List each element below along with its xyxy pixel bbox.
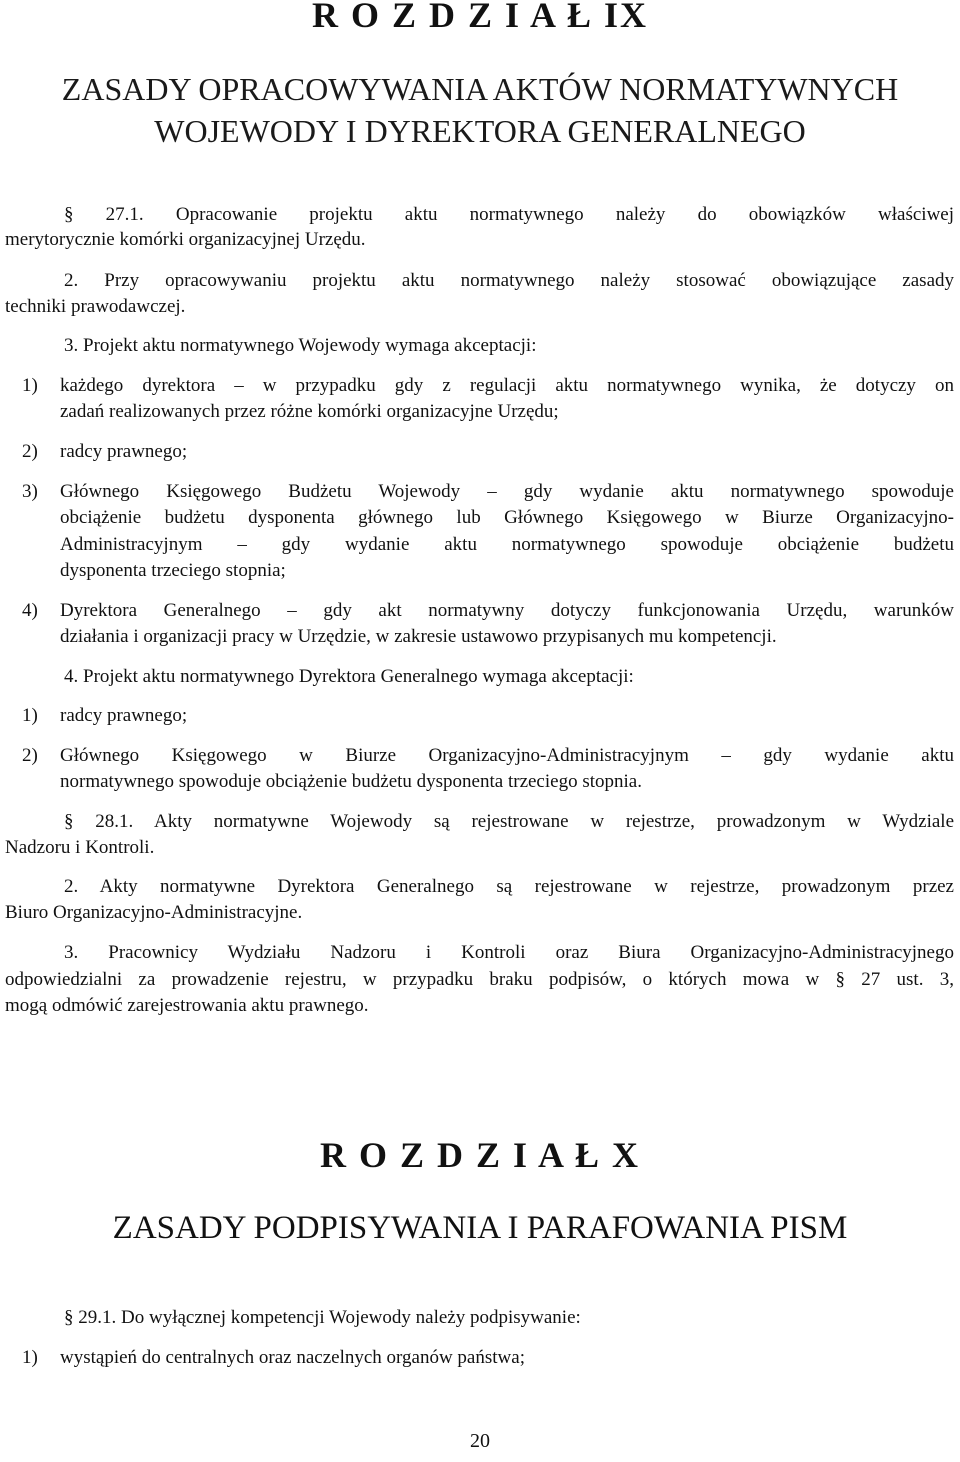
s27-p3-item3-line4: dysponenta trzeciego stopnia; [60,560,286,581]
s27-p1-line1: § 27.1. Opracowanie projektu aktu normatywnego należy do obowiązków właściwej [64,204,954,225]
s29-item1-number: 1) [22,1347,38,1368]
s28-p1-line2: Nadzoru i Kontroli. [5,837,155,858]
s27-p3-item1-line1: każdego dyrektora – w przypadku gdy z regulacji aktu normatywnego wynika, że dotyczy on [60,375,954,396]
s28-p3-line2: odpowiedzialni za prowadzenie rejestru, w przypadku braku podpisów, o których mowa w § 27 ust. 3, [5,969,954,990]
s28-p1-line1: § 28.1. Akty normatywne Wojewody są rejestrowane w rejestrze, prowadzonym w Wydziale [64,811,954,832]
page-number: 20 [470,1430,490,1452]
s28-p2-line1: 2. Akty normatywne Dyrektora Generalnego są rejestrowane w rejestrze, prowadzonym przez [64,876,954,897]
chapter-10-title: R O Z D Z I A Ł X [319,1135,641,1175]
s27-p3-item2-number: 2) [22,441,38,462]
s27-p3-item1-number: 1) [22,375,38,396]
chapter-9-heading-line1: ZASADY OPRACOWYWANIA AKTÓW NORMATYWNYCH [61,71,899,107]
s27-p3-intro: 3. Projekt aktu normatywnego Wojewody wymaga akceptacji: [64,335,537,356]
s27-p3-item1-line2: zadań realizowanych przez różne komórki organizacyjne Urzędu; [60,401,559,422]
s27-p4-intro: 4. Projekt aktu normatywnego Dyrektora Generalnego wymaga akceptacji: [64,666,634,687]
s29-item1-line1: wystąpień do centralnych oraz naczelnych organów państwa; [60,1347,525,1368]
s29-p1-line1: § 29.1. Do wyłącznej kompetencji Wojewody należy podpisywanie: [64,1307,581,1328]
s27-p4-item1-number: 1) [22,705,38,726]
s27-p4-item2-line1: Głównego Księgowego w Biurze Organizacyjno-Administracyjnym – gdy wydanie aktu [60,745,954,766]
s27-p4-item2-line2: normatywnego spowoduje obciążenie budżetu dysponenta trzeciego stopnia. [60,771,642,792]
chapter-9-title: R O Z D Z I A Ł IX [311,0,649,35]
s28-p3-line1: 3. Pracownicy Wydziału Nadzoru i Kontroli oraz Biura Organizacyjno-Administracyjnego [64,942,954,963]
s27-p3-item4-line1: Dyrektora Generalnego – gdy akt normatywny dotyczy funkcjonowania Urzędu, warunków [60,600,954,621]
s27-p3-item4-line2: działania i organizacji pracy w Urzędzie, w zakresie ustawowo przypisanych mu kompetencji. [60,626,777,647]
s27-p4-item2-number: 2) [22,745,38,766]
s28-p3-line3: mogą odmówić zarejestrowania aktu prawnego. [5,995,369,1016]
s27-p3-item3-line2: obciążenie budżetu dysponenta głównego lub Głównego Księgowego w Biurze Organizacyjno- [60,507,954,528]
s27-p3-item3-number: 3) [22,481,38,502]
chapter-9-heading-line2: WOJEWODY I DYREKTORA GENERALNEGO [154,113,806,149]
s27-p2-line2: techniki prawodawczej. [5,296,186,317]
s27-p4-item1-line1: radcy prawnego; [60,705,188,726]
s27-p3-item3-line3: Administracyjnym – gdy wydanie aktu normatywnego spowoduje obciążenie budżetu [60,534,954,555]
s27-p3-item3-line1: Głównego Księgowego Budżetu Wojewody – gdy wydanie aktu normatywnego spowoduje [60,481,954,502]
chapter-10-heading: ZASADY PODPISYWANIA I PARAFOWANIA PISM [112,1210,848,1246]
s27-p2-line1: 2. Przy opracowywaniu projektu aktu normatywnego należy stosować obowiązujące zasady [64,270,954,291]
s27-p3-item4-number: 4) [22,600,38,621]
s27-p1-line2: merytorycznie komórki organizacyjnej Urzędu. [5,229,366,250]
s27-p3-item2-line1: radcy prawnego; [60,441,188,462]
s28-p2-line2: Biuro Organizacyjno-Administracyjne. [5,902,303,923]
